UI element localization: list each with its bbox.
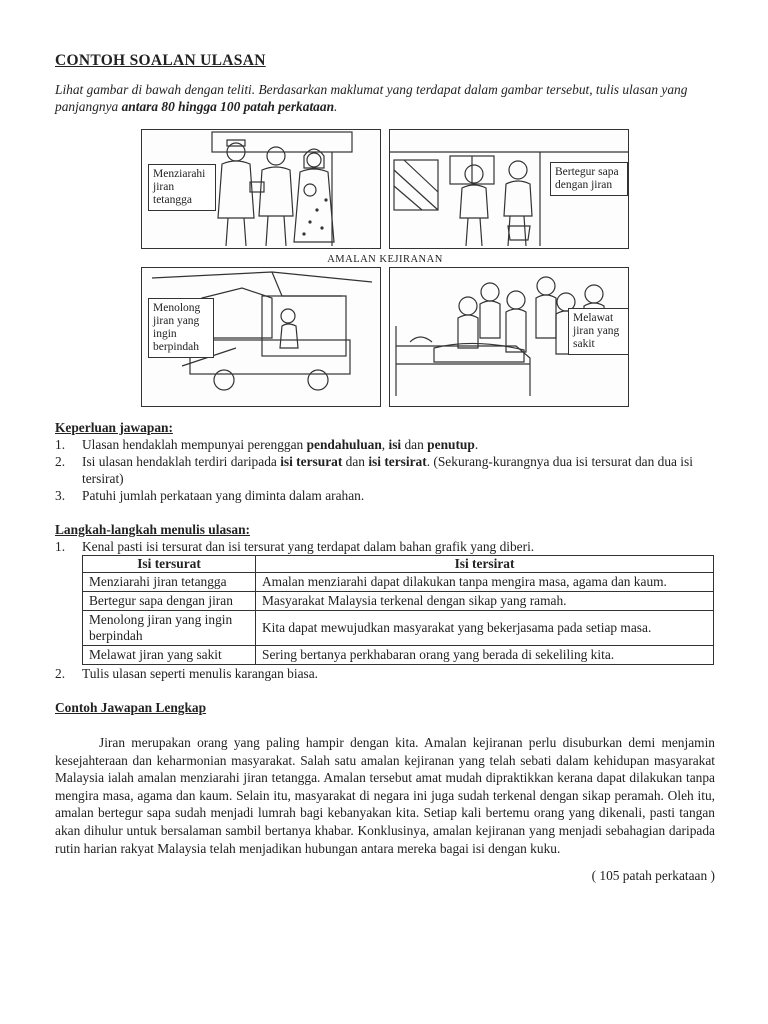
illustration-panel-sick-visit	[389, 267, 629, 407]
content-table	[82, 555, 714, 665]
table-header-explicit: Isi tersurat	[83, 556, 256, 573]
caption-visiting: Menziarahi jiran tetangga	[148, 164, 216, 211]
caption-sick-visit: Melawat jiran yang sakit	[568, 308, 629, 355]
illustration-panel-visiting	[141, 129, 381, 249]
illustration-panel-greeting	[389, 129, 629, 249]
table-row: Melawat jiran yang sakit Sering bertanya perkhabaran orang yang berada di sekeliling kita.	[83, 646, 714, 665]
step-item: 2. Tulis ulasan seperti menulis karangan biasa.	[55, 666, 319, 681]
document-title: CONTOH SOALAN ULASAN	[55, 52, 266, 69]
word-count: ( 105 patah perkataan )	[591, 868, 715, 884]
requirement-item: 3. Patuhi jumlah perkataan yang diminta dalam arahan.	[55, 488, 365, 503]
answer-paragraph: Jiran merupakan orang yang paling hampir dengan kita. Amalan kejiranan perlu disuburkan demi menjamin kesejahteraan dan keharmonian masyarakat. Salah satu amalan kejiranan yang telah sebati dalam kehidupan masyarakat Malaysia ialah amalan menziarahi jiran tetangga. Amalan tersebut amat mudah dipraktikkan kerana dapat dilakukan tanpa mengira masa, agama dan kaum. Selain itu, masyarakat di negara ini juga sudah terkenal dengan sikap peramah. Oleh itu, amalan bertegur sapa sudah menjadi lumrah bagi kebanyakan kita. Setiap kali bertemu orang yang dikenali, pasti tangan akan dihulur untuk bersalaman sambil bertanya khabar. Konklusinya, amalan kejiranan yang menjadi sebahagian daripada rutin harian rakyat Malaysia telah menjadikan hubungan antara mereka bagai isi dengan kuku.	[55, 735, 715, 856]
table-row: Menziarahi jiran tetangga Amalan menziarahi dapat dilakukan tanpa mengira masa, agama dan kaum.	[83, 573, 714, 592]
illustration-title: AMALAN KEJIRANAN	[327, 254, 443, 265]
requirement-item: 1. Ulasan hendaklah mempunyai perenggan pendahuluan, isi dan penutup.	[55, 437, 479, 452]
table-row: Bertegur sapa dengan jiran Masyarakat Malaysia terkenal dengan sikap yang ramah.	[83, 592, 714, 611]
steps-heading: Langkah-langkah menulis ulasan:	[55, 522, 250, 537]
answer-heading: Contoh Jawapan Lengkap	[55, 700, 207, 715]
table-header-implicit: Isi tersirat	[256, 556, 714, 573]
step-item: 1. Kenal pasti isi tersurat dan isi tersurat yang terdapat dalam bahan grafik yang diberi.	[55, 539, 535, 554]
steps-list	[55, 538, 715, 555]
requirement-item: 2. Isi ulasan hendaklah terdiri daripada isi tersurat dan isi tersirat. (Sekurang-kurangnya dua isi tersurat dan dua isi tersirat)	[55, 454, 693, 486]
caption-moving: Menolong jiran yang ingin berpindah	[148, 298, 214, 358]
neighbourhood-illustration	[55, 125, 715, 415]
requirements-list	[55, 436, 715, 504]
instruction-word-limit: antara 80 hingga 100 patah perkataan	[121, 99, 335, 114]
requirements-heading: Keperluan jawapan:	[55, 420, 173, 435]
illustration-panel-moving	[141, 267, 381, 407]
table-row: Menolong jiran yang ingin berpindah Kita dapat mewujudkan masyarakat yang bekerjasama pada setiap masa.	[83, 611, 714, 646]
instruction-text: Lihat gambar di bawah dengan teliti. Berdasarkan maklumat yang terdapat dalam gambar tersebut, tulis ulasan yang panjangnya antara 80 hingga 100 patah perkataan.	[55, 82, 688, 114]
document-page	[55, 52, 715, 884]
caption-greeting: Bertegur sapa dengan jiran	[550, 162, 628, 196]
